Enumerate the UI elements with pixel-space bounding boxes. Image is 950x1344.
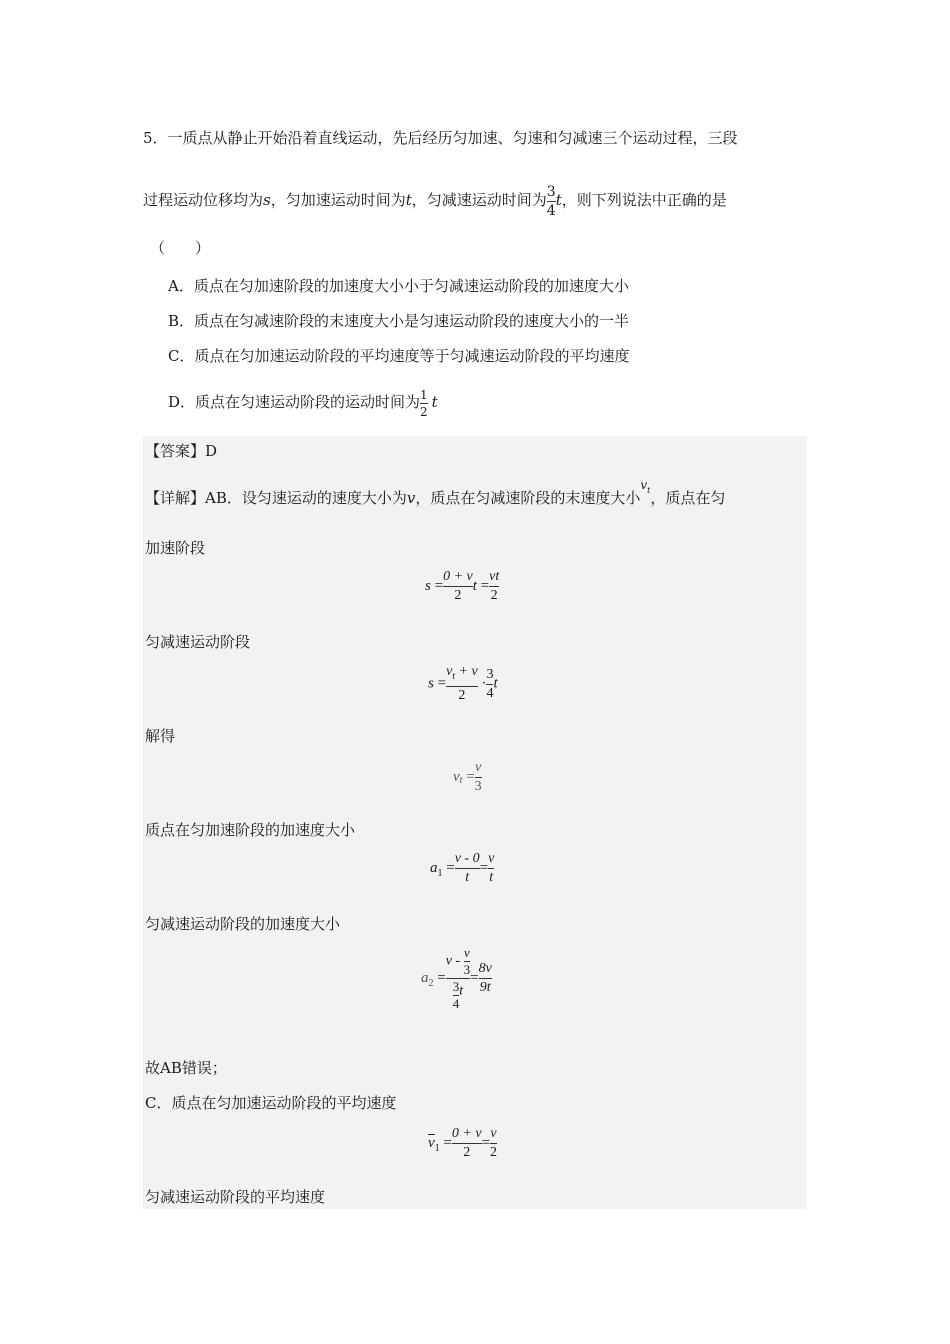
- option-b: B．质点在匀减速阶段的末速度大小是匀速运动阶段的速度大小的一半: [168, 312, 630, 330]
- question-line-1: 5．一质点从静止开始沿着直线运动，先后经历匀加速、匀速和匀减速三个运动过程，三段: [143, 129, 738, 147]
- equation-accel-a2: $a_2$ = v - $\frac{v}{3}$ $\frac{3}{4}$ t = $\frac{8v}{9t}$: [421, 945, 492, 1011]
- para-option-c: C．质点在匀加速运动阶段的平均速度: [145, 1094, 397, 1112]
- question-text-c: ，匀减速运动时间为: [411, 191, 547, 209]
- question-line-2: 过程运动位移均为s，匀加速运动时间为t，匀减速运动时间为 $\frac{3}{4}$ t，则下列说法中正确的是: [143, 183, 727, 219]
- var-vt-superscript: $v_t$: [640, 478, 651, 495]
- answer-line: 【答案】D: [145, 442, 218, 460]
- var-s: s: [263, 191, 271, 209]
- para-solve: 解得: [145, 727, 176, 745]
- question-text-d: ，则下列说法中正确的是: [561, 191, 727, 209]
- option-c: C．质点在匀加速运动阶段的平均速度等于匀减速运动阶段的平均速度: [168, 347, 630, 365]
- equation-accel-a1: $a_1$ = $\frac{v - 0}{t}$ = $\frac{v}{t}$: [430, 851, 495, 885]
- equation-average-velocity: $\overline{v}_1$ = $\frac{0 + v}{2}$ = $\frac{v}{2}$: [428, 1126, 498, 1160]
- var-t: t: [405, 191, 412, 209]
- question-text-b: ，匀加速运动时间为: [270, 191, 406, 209]
- para-accel-magnitude-1: 质点在匀加速阶段的加速度大小: [145, 821, 356, 839]
- detail-line-1: 【详解】AB．设匀速运动的速度大小为v，质点在匀减速阶段的末速度大小$v_t$，质点在匀: [145, 488, 725, 515]
- para-decel-phase: 匀减速运动阶段: [145, 633, 251, 651]
- para-decel-average-velocity: 匀减速运动阶段的平均速度: [145, 1188, 326, 1206]
- question-paren: （ ）: [150, 239, 211, 257]
- question-text-a: 过程运动位移均为: [143, 191, 264, 209]
- option-a: A．质点在匀加速阶段的加速度大小小于匀减速运动阶段的加速度大小: [168, 277, 629, 295]
- para-accel-phase: 加速阶段: [145, 539, 206, 557]
- fraction-three-quarters: $\frac{3}{4}$: [546, 183, 556, 219]
- equation-displacement-accel: s = $\frac{0 + v}{2}$ t = $\frac{vt}{2}$: [425, 569, 500, 603]
- equation-final-velocity: $v_t$ = $\frac{v}{3}$: [453, 760, 482, 794]
- para-accel-magnitude-2: 匀减速运动阶段的加速度大小: [145, 915, 341, 933]
- option-d: D．质点在匀速运动阶段的运动时间为 $\frac{1}{2}$ t: [168, 387, 438, 419]
- fraction-one-half: $\frac{1}{2}$: [420, 387, 428, 419]
- para-ab-wrong: 故AB错误；: [145, 1059, 227, 1077]
- equation-displacement-decel: s = $\frac{v_t + v}{2}$ · $\frac{3}{4}$ t: [428, 664, 498, 703]
